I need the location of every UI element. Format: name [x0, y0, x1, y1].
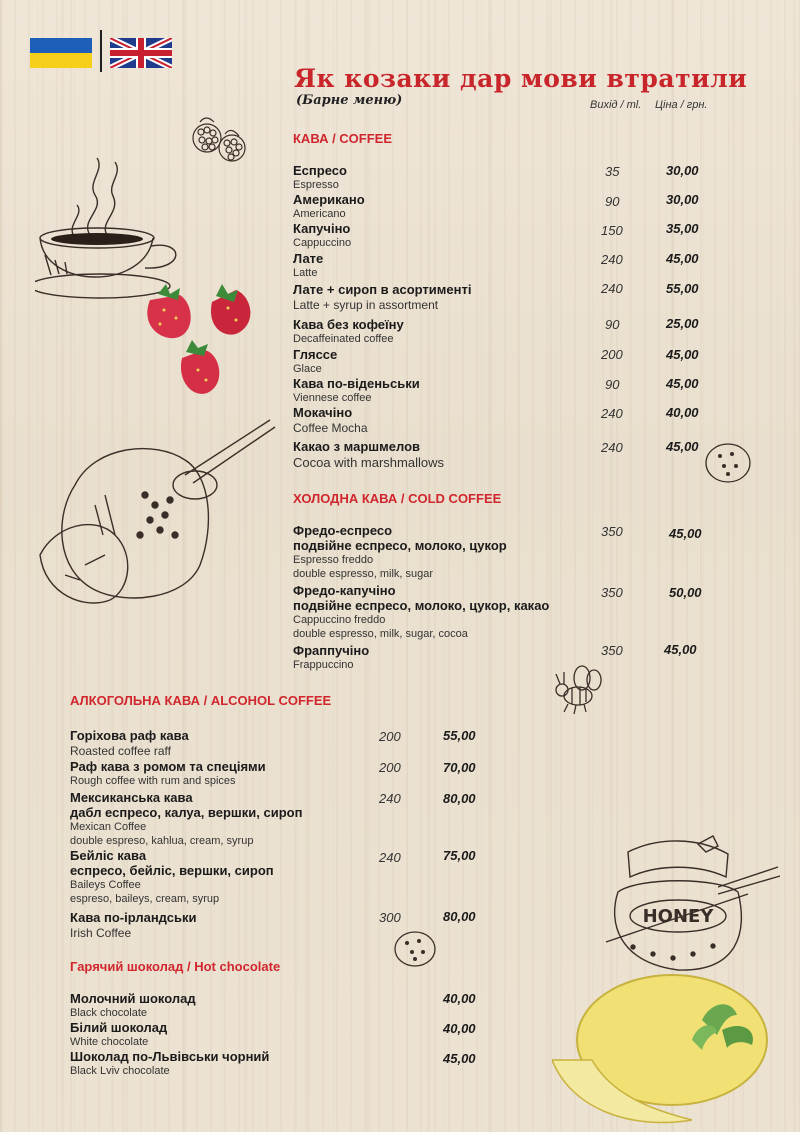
strawberries-illustration-icon [140, 280, 270, 410]
item-description: еспресо, бейліс, вершки, сироп [70, 863, 274, 878]
item-name: Лате [293, 251, 324, 266]
item-name: Кава по-ірландськи [70, 910, 197, 925]
item-price: 70,00 [443, 760, 476, 775]
cookie-sketch-icon [702, 440, 754, 486]
item-name-en: Irish Coffee [70, 926, 132, 940]
item-price: 50,00 [669, 585, 702, 600]
menu-item[interactable] [70, 728, 189, 760]
item-name: Фраппучіно [293, 643, 370, 658]
item-price: 45,00 [666, 251, 699, 266]
menu-item[interactable] [70, 848, 274, 906]
menu-item[interactable] [70, 759, 266, 788]
item-name-en: Roasted coffee raff [70, 744, 171, 758]
item-price: 35,00 [666, 221, 699, 236]
price-column-header: Ціна / грн. [655, 99, 708, 111]
item-description-en: double espresso, milk, sugar, cocoa [293, 628, 468, 640]
item-name: Бейліс кава [70, 848, 147, 863]
item-name: Білий шоколад [70, 1020, 168, 1035]
menu-item[interactable] [293, 251, 323, 280]
item-price: 45,00 [666, 376, 699, 391]
menu-item[interactable] [70, 991, 196, 1020]
item-name-en: Cappuccino freddo [293, 614, 386, 626]
item-volume: 240 [379, 791, 401, 806]
item-volume: 350 [601, 585, 623, 600]
item-name: Молочний шоколад [70, 991, 196, 1006]
menu-item[interactable] [70, 910, 196, 942]
item-name: Фредо-еспресо [293, 523, 393, 538]
item-name-en: Coffee Mocha [293, 421, 368, 435]
bee-sketch-icon [548, 660, 610, 718]
menu-item[interactable] [293, 192, 365, 221]
item-price: 80,00 [443, 791, 476, 806]
item-volume: 240 [601, 406, 623, 421]
item-name-en: White chocolate [70, 1036, 149, 1048]
item-name-en: Viennese coffee [293, 392, 372, 404]
item-name: Кава по-віденьськи [293, 376, 420, 391]
item-description: подвійне еспресо, молоко, цукор [293, 538, 507, 553]
menu-item[interactable] [293, 439, 444, 471]
item-name: Шоколад по-Львівськи чорний [70, 1049, 270, 1064]
item-volume: 350 [601, 643, 623, 658]
item-name-en: Latte + syrup in assortment [293, 298, 439, 312]
item-name: Раф кава з ромом та спеціями [70, 759, 266, 774]
item-volume: 200 [379, 729, 401, 744]
item-name-en: Glace [293, 363, 322, 375]
item-name: Лате + сироп в асортименті [293, 282, 472, 297]
item-price: 55,00 [666, 281, 699, 296]
menu-item[interactable] [293, 376, 420, 405]
item-name-en: Latte [293, 267, 318, 279]
section-title-cold-coffee: ХОЛОДНА КАВА / COLD COFFEE [293, 491, 502, 506]
menu-item[interactable] [293, 163, 347, 192]
cookie-sketch-icon-2 [392, 928, 438, 970]
item-volume: 240 [601, 440, 623, 455]
menu-subtitle: (Барне меню) [296, 93, 403, 108]
item-price: 40,00 [666, 405, 699, 420]
menu-item[interactable] [293, 221, 351, 250]
flag-separator [100, 30, 102, 72]
menu-item[interactable] [70, 790, 302, 848]
item-price: 45,00 [664, 642, 697, 657]
item-name-en: Americano [293, 208, 346, 220]
item-name: Горіхова раф кава [70, 728, 189, 743]
section-title-hot-chocolate: Гарячий шоколад / Hot chocolate [70, 959, 281, 974]
section-title-alcohol-coffee: АЛКОГОЛЬНА КАВА / ALCOHOL COFFEE [70, 693, 332, 708]
item-name-en: Rough coffee with rum and spices [70, 775, 236, 787]
item-name-en: Baileys Coffee [70, 879, 141, 891]
item-volume: 240 [601, 281, 623, 296]
item-name: Гляссе [293, 347, 338, 362]
item-volume: 90 [605, 194, 620, 209]
item-volume: 200 [601, 347, 623, 362]
item-name: Капучіно [293, 221, 351, 236]
item-volume: 150 [601, 223, 623, 238]
item-name-en: Espresso freddo [293, 554, 374, 566]
item-price: 40,00 [443, 991, 476, 1006]
item-volume: 200 [379, 760, 401, 775]
item-description-en: double espresso, milk, sugar [293, 568, 434, 580]
menu-title: Як козаки дар мови втратили [294, 64, 748, 93]
item-price: 40,00 [443, 1021, 476, 1036]
item-name-en: Espresso [293, 179, 339, 191]
item-name: Американо [293, 192, 365, 207]
item-name: Какао з маршмелов [293, 439, 421, 454]
menu-item[interactable] [293, 405, 368, 437]
item-description: подвійне еспресо, молоко, цукор, какао [293, 598, 550, 613]
item-name: Еспресо [293, 163, 347, 178]
item-volume: 350 [601, 524, 623, 539]
item-price: 55,00 [443, 728, 476, 743]
item-description: дабл еспресо, калуа, вершки, сироп [70, 805, 303, 820]
item-name-en: Frappuccino [293, 659, 354, 671]
item-price: 30,00 [666, 163, 699, 178]
menu-item[interactable] [70, 1020, 167, 1049]
menu-item[interactable] [293, 282, 471, 314]
menu-item[interactable] [293, 347, 337, 376]
ukrainian-flag-icon[interactable] [30, 38, 92, 68]
item-price: 45,00 [669, 526, 702, 541]
item-description-en: espreso, baileys, cream, syrup [70, 893, 220, 905]
item-price: 25,00 [666, 316, 699, 331]
raspberry-sketch-icon [185, 108, 255, 172]
item-volume: 35 [605, 164, 620, 179]
item-name-en: Mexican Coffee [70, 821, 147, 833]
item-price: 45,00 [443, 1051, 476, 1066]
item-name-en: Black Lviv chocolate [70, 1065, 170, 1077]
item-name: Кава без кофеїну [293, 317, 404, 332]
menu-item[interactable] [293, 317, 404, 346]
menu-item[interactable] [293, 583, 549, 641]
british-flag-icon[interactable] [110, 38, 172, 68]
melon-illustration-icon [552, 960, 782, 1132]
volume-column-header: Вихід / ml. [590, 99, 642, 111]
item-volume: 90 [605, 377, 620, 392]
item-volume: 240 [379, 850, 401, 865]
menu-item[interactable] [70, 1049, 269, 1078]
item-name-en: Cocoa with marshmallows [293, 455, 444, 470]
menu-item[interactable] [293, 523, 507, 581]
item-price: 75,00 [443, 848, 476, 863]
item-name-en: Black chocolate [70, 1007, 148, 1019]
item-volume: 90 [605, 317, 620, 332]
section-title-coffee: КАВА / COFFEE [293, 131, 393, 146]
item-name: Фредо-капучіно [293, 583, 396, 598]
item-name: Мексиканська кава [70, 790, 193, 805]
item-volume: 300 [379, 910, 401, 925]
item-price: 80,00 [443, 909, 476, 924]
item-volume: 240 [601, 252, 623, 267]
item-name: Мокачіно [293, 405, 353, 420]
item-price: 45,00 [666, 347, 699, 362]
coffee-bean-sack-sketch-icon [35, 415, 285, 615]
menu-item[interactable] [293, 643, 369, 672]
item-description-en: double espreso, kahlua, cream, syrup [70, 835, 254, 847]
item-name-en: Decaffeinated coffee [293, 333, 394, 345]
item-price: 45,00 [666, 439, 699, 454]
item-name-en: Cappuccino [293, 237, 352, 249]
honey-jar-label: HONEY [642, 906, 714, 927]
item-price: 30,00 [666, 192, 699, 207]
